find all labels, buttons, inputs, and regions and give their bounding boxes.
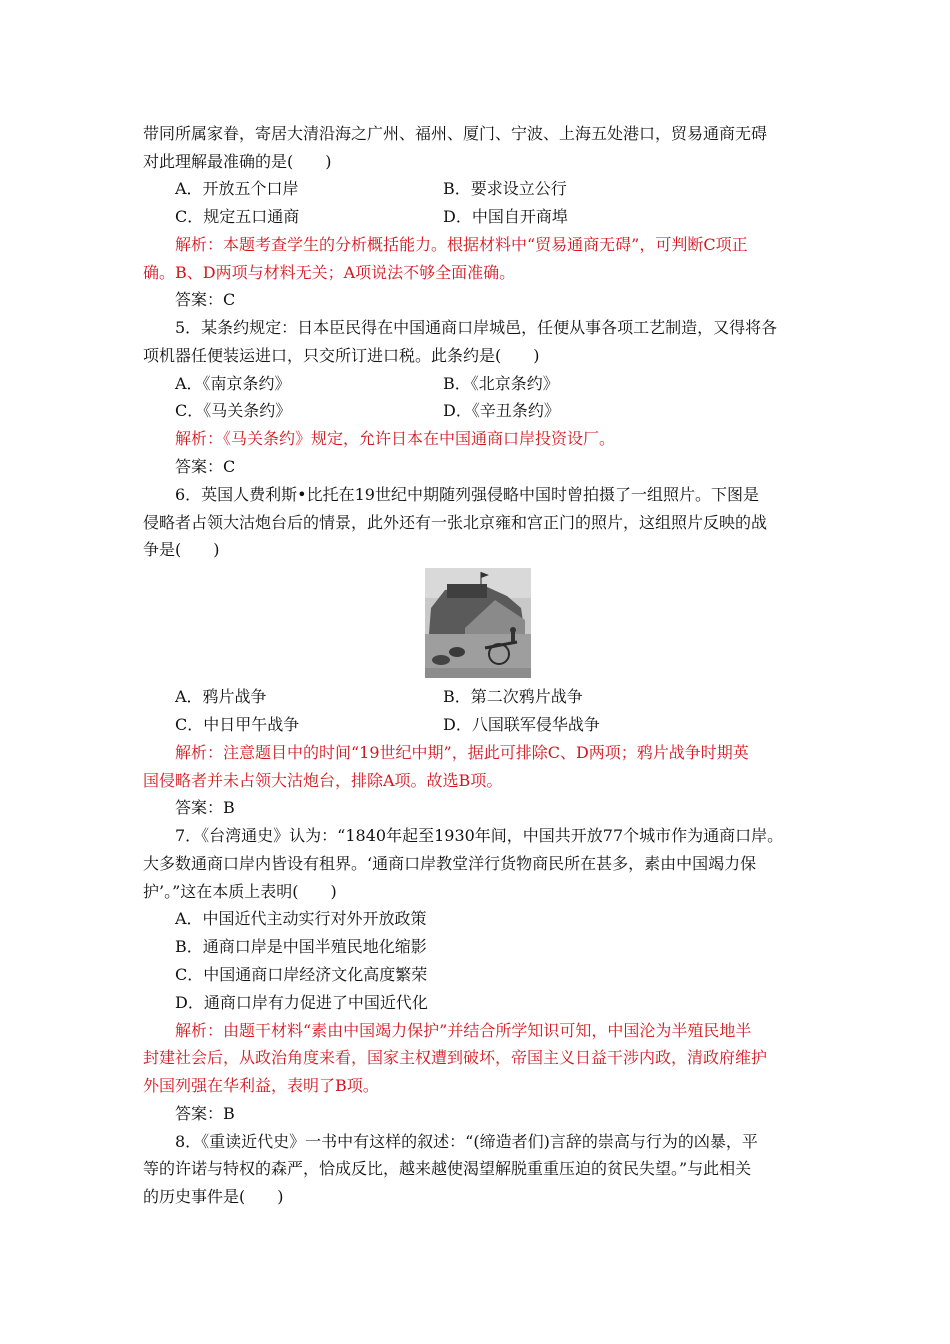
q7-option-c: C．中国通商口岸经济文化高度繁荣 bbox=[175, 965, 428, 984]
q7-option-a: A．中国近代主动实行对外开放政策 bbox=[175, 909, 427, 928]
q5-option-d: D．《辛丑条约》 bbox=[443, 401, 560, 420]
q5-stem-line-2: 项机器任便装运进口，只交所订进口税。此条约是( ) bbox=[143, 346, 540, 365]
q8-stem-line-3: 的历史事件是( ) bbox=[143, 1187, 284, 1206]
q4-option-b: B．要求设立公行 bbox=[443, 179, 567, 198]
q6-option-c: C．中日甲午战争 bbox=[175, 715, 300, 734]
q4-stem-line-2: 对此理解最准确的是( ) bbox=[143, 152, 332, 171]
q7-analysis-line-3: 外国列强在华利益，表明了B项。 bbox=[143, 1076, 379, 1095]
q4-answer: 答案：C bbox=[175, 290, 236, 309]
q5-option-a: A．《南京条约》 bbox=[175, 374, 291, 393]
q7-analysis-line-1: 解析：由题干材料“素由中国竭力保护”并结合所学知识可知，中国沦为半殖民地半 bbox=[175, 1021, 752, 1040]
q7-stem-line-2: 大多数通商口岸内皆设有租界。‘通商口岸教堂洋行货物商民所在甚多，素由中国竭力保 bbox=[143, 854, 757, 873]
q6-stem-line-2: 侵略者占领大沽炮台后的情景，此外还有一张北京雍和宫正门的照片，这组照片反映的战 bbox=[143, 513, 768, 532]
q6-answer: 答案：B bbox=[175, 798, 235, 817]
taku-fort-photo bbox=[425, 568, 531, 678]
q8-stem-line-1: 8．《重读近代史》一书中有这样的叙述：“(缔造者们)言辞的崇高与行为的凶暴，平 bbox=[175, 1132, 758, 1151]
q5-option-c: C．《马关条约》 bbox=[175, 401, 292, 420]
q4-option-a: A．开放五个口岸 bbox=[175, 179, 299, 198]
q5-analysis-line-1: 解析：《马关条约》规定，允许日本在中国通商口岸投资设厂。 bbox=[175, 429, 616, 448]
q8-stem-line-2: 等的许诺与特权的森严，恰成反比，越来越使渴望解脱重重压迫的贫民失望。”与此相关 bbox=[143, 1159, 752, 1178]
q6-stem-line-3: 争是( ) bbox=[143, 540, 220, 559]
q6-option-a: A．鸦片战争 bbox=[175, 687, 267, 706]
q4-analysis-line-2: 确。B、D两项与材料无关；A项说法不够全面准确。 bbox=[143, 263, 516, 282]
q4-option-d: D．中国自开商埠 bbox=[443, 207, 568, 226]
q6-option-b: B．第二次鸦片战争 bbox=[443, 687, 583, 706]
q5-answer: 答案：C bbox=[175, 457, 236, 476]
q6-analysis-line-1: 解析：注意题目中的时间“19世纪中期”，据此可排除C、D两项；鸦片战争时期英 bbox=[175, 743, 749, 762]
q5-option-b: B．《北京条约》 bbox=[443, 374, 559, 393]
q7-option-b: B．通商口岸是中国半殖民地化缩影 bbox=[175, 937, 427, 956]
q7-analysis-line-2: 封建社会后，从政治角度来看，国家主权遭到破坏，帝国主义日益干涉内政，清政府维护 bbox=[143, 1048, 768, 1067]
q7-option-d: D．通商口岸有力促进了中国近代化 bbox=[175, 993, 428, 1012]
q6-option-d: D．八国联军侵华战争 bbox=[443, 715, 600, 734]
q4-option-c: C．规定五口通商 bbox=[175, 207, 300, 226]
q5-stem-line-1: 5．某条约规定：日本臣民得在中国通商口岸城邑，任便从事各项工艺制造，又得将各 bbox=[175, 318, 778, 337]
q7-stem-line-1: 7．《台湾通史》认为：“1840年起至1930年间，中国共开放77个城市作为通商口岸。 bbox=[175, 826, 784, 845]
q7-stem-line-3: 护’。”这在本质上表明( ) bbox=[143, 882, 337, 901]
q7-answer: 答案：B bbox=[175, 1104, 235, 1123]
q4-stem-line-1: 带同所属家眷，寄居大清沿海之广州、福州、厦门、宁波、上海五处港口，贸易通商无碍 bbox=[143, 124, 768, 143]
q4-analysis-line-1: 解析：本题考查学生的分析概括能力。根据材料中“贸易通商无碍”，可判断C项正 bbox=[175, 235, 748, 254]
q6-stem-line-1: 6．英国人费利斯•比托在19世纪中期随列强侵略中国时曾拍摄了一组照片。下图是 bbox=[175, 485, 759, 504]
q6-analysis-line-2: 国侵略者并未占领大沽炮台，排除A项。故选B项。 bbox=[143, 771, 503, 790]
